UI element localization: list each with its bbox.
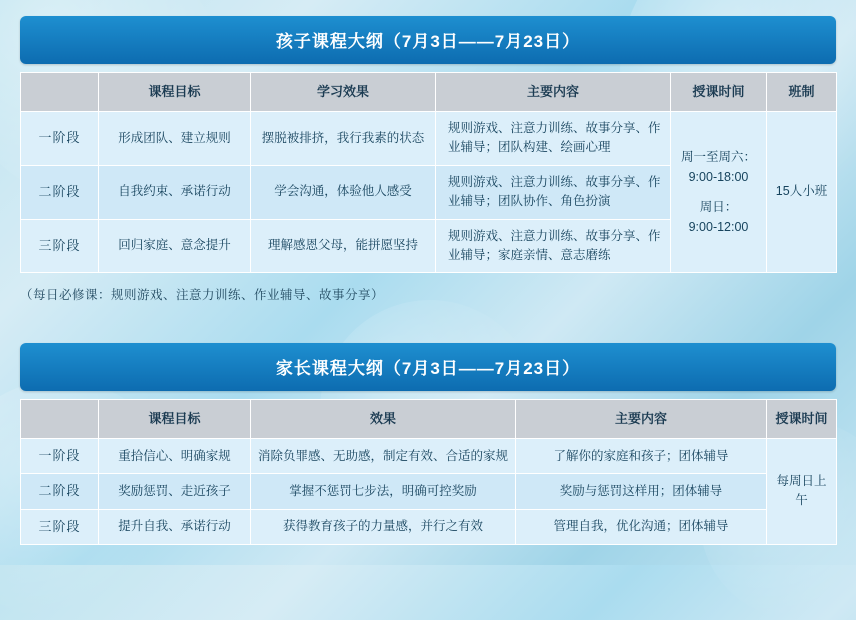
child-header-effect: 学习效果	[251, 73, 436, 112]
child-time-line-4: 9:00-12:00	[688, 220, 749, 235]
child-row3-content: 规则游戏、注意力训练、故事分享、作业辅导；家庭亲情、意志磨练	[436, 219, 671, 273]
parent-course-table	[20, 399, 837, 544]
parent-course-title-banner: 家长课程大纲（7月3日——7月23日）	[20, 343, 836, 391]
child-row1-content: 规则游戏、注意力训练、故事分享、作业辅导；团队构建、绘画心理	[436, 112, 671, 166]
child-row1-stage: 一阶段	[21, 112, 99, 166]
child-row2-content: 规则游戏、注意力训练、故事分享、作业辅导；团队协作、角色扮演	[436, 165, 671, 219]
parent-row1-goal: 重拾信心、明确家规	[99, 439, 251, 474]
child-row2-effect: 学会沟通，体验他人感受	[251, 165, 436, 219]
child-teaching-time	[671, 112, 767, 273]
child-row1-effect: 摆脱被排挤，我行我素的状态	[251, 112, 436, 166]
parent-row3-effect: 获得教育孩子的力量感，并行之有效	[251, 509, 516, 544]
parent-row2-stage: 二阶段	[21, 474, 99, 509]
child-course-title-banner: 孩子课程大纲（7月3日——7月23日）	[20, 16, 836, 64]
child-row3-goal: 回归家庭、意念提升	[99, 219, 251, 273]
child-course-note: （每日必修课：规则游戏、注意力训练、作业辅导、故事分享）	[20, 288, 385, 303]
child-course-table	[20, 72, 837, 273]
parent-row2-content: 奖励与惩罚这样用；团体辅导	[516, 474, 767, 509]
parent-row3-content: 管理自我，优化沟通；团体辅导	[516, 509, 767, 544]
child-class-type: 15人小班	[767, 112, 837, 273]
child-row3-effect: 理解感恩父母，能拼愿坚持	[251, 219, 436, 273]
child-row3-stage: 三阶段	[21, 219, 99, 273]
child-row1-goal: 形成团队、建立规则	[99, 112, 251, 166]
parent-header-effect: 效果	[251, 400, 516, 439]
table-row	[21, 439, 837, 474]
parent-row2-goal: 奖励惩罚、走近孩子	[99, 474, 251, 509]
child-header-classtype: 班制	[767, 73, 837, 112]
child-header-blank	[21, 73, 99, 112]
child-course-section	[20, 16, 836, 303]
child-row2-goal: 自我约束、承诺行动	[99, 165, 251, 219]
child-row2-stage: 二阶段	[21, 165, 99, 219]
parent-teaching-time: 每周日上午	[767, 439, 837, 544]
table-row	[21, 509, 837, 544]
parent-header-content: 主要内容	[516, 400, 767, 439]
child-header-time: 授课时间	[671, 73, 767, 112]
child-header-content: 主要内容	[436, 73, 671, 112]
parent-row1-effect: 消除负罪感、无助感，制定有效、合适的家规	[251, 439, 516, 474]
parent-header-blank	[21, 400, 99, 439]
parent-row1-stage: 一阶段	[21, 439, 99, 474]
parent-row3-stage: 三阶段	[21, 509, 99, 544]
parent-header-time: 授课时间	[767, 400, 837, 439]
child-table-header-row	[21, 73, 837, 112]
parent-row3-goal: 提升自我、承诺行动	[99, 509, 251, 544]
child-time-line-2: 9:00-18:00	[688, 170, 749, 185]
parent-header-goal: 课程目标	[99, 400, 251, 439]
child-time-line-1: 周一至周六：	[680, 150, 756, 165]
parent-row2-effect: 掌握不惩罚七步法，明确可控奖励	[251, 474, 516, 509]
parent-row1-content: 了解你的家庭和孩子；团体辅导	[516, 439, 767, 474]
parent-table-header-row	[21, 400, 837, 439]
table-row	[21, 112, 837, 166]
parent-course-section	[20, 343, 836, 544]
section-spacer	[20, 303, 836, 343]
table-row	[21, 474, 837, 509]
child-header-goal: 课程目标	[99, 73, 251, 112]
child-time-line-3: 周日：	[699, 200, 738, 215]
